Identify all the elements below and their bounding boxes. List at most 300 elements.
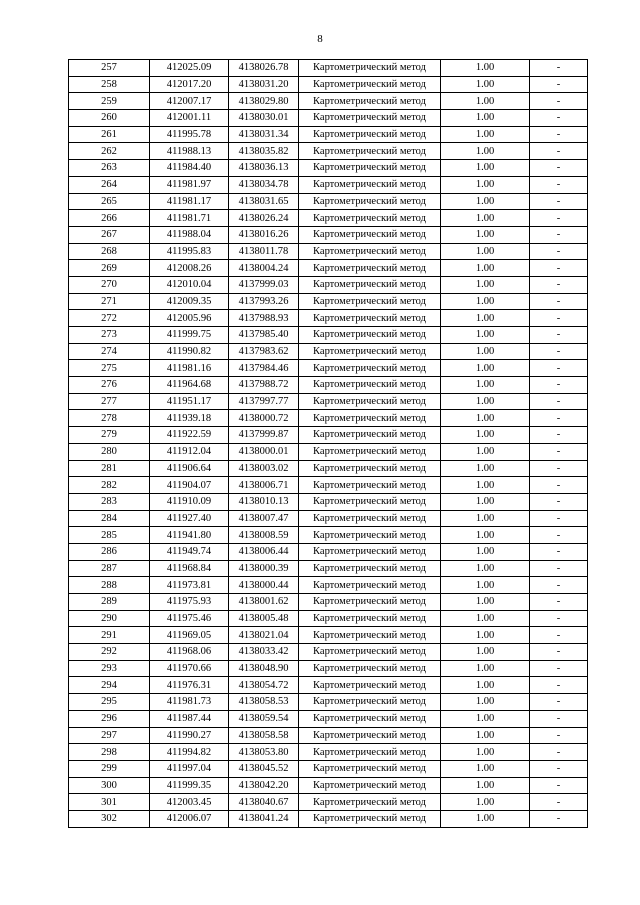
accuracy-cell: 1.00 [441, 610, 530, 627]
x-coordinate-cell: 411987.44 [150, 710, 229, 727]
method-cell: Картометрический метод [299, 744, 441, 761]
x-coordinate-cell: 412006.07 [150, 810, 229, 827]
x-coordinate-cell: 412009.35 [150, 293, 229, 310]
page-number: 8 [317, 33, 323, 45]
point-number-cell: 267 [69, 226, 150, 243]
x-coordinate-cell: 411997.04 [150, 760, 229, 777]
description-cell: - [530, 810, 588, 827]
x-coordinate-cell: 411981.73 [150, 694, 229, 711]
description-cell: - [530, 694, 588, 711]
point-number-cell: 273 [69, 327, 150, 344]
method-cell: Картометрический метод [299, 660, 441, 677]
table-row [69, 276, 588, 293]
table-row [69, 460, 588, 477]
method-cell: Картометрический метод [299, 310, 441, 327]
accuracy-cell: 1.00 [441, 777, 530, 794]
table-row [69, 160, 588, 177]
x-coordinate-cell: 411941.80 [150, 527, 229, 544]
method-cell: Картометрический метод [299, 493, 441, 510]
x-coordinate-cell: 411922.59 [150, 427, 229, 444]
x-coordinate-cell: 411981.17 [150, 193, 229, 210]
accuracy-cell: 1.00 [441, 627, 530, 644]
accuracy-cell: 1.00 [441, 527, 530, 544]
y-coordinate-cell: 4138007.47 [229, 510, 299, 527]
y-coordinate-cell: 4138010.13 [229, 493, 299, 510]
point-number-cell: 295 [69, 694, 150, 711]
x-coordinate-cell: 412025.09 [150, 60, 229, 77]
accuracy-cell: 1.00 [441, 427, 530, 444]
table-row [69, 794, 588, 811]
x-coordinate-cell: 411906.64 [150, 460, 229, 477]
method-cell: Картометрический метод [299, 794, 441, 811]
y-coordinate-cell: 4138059.54 [229, 710, 299, 727]
method-cell: Картометрический метод [299, 810, 441, 827]
accuracy-cell: 1.00 [441, 744, 530, 761]
y-coordinate-cell: 4138033.42 [229, 644, 299, 661]
description-cell: - [530, 577, 588, 594]
point-number-cell: 265 [69, 193, 150, 210]
x-coordinate-cell: 411981.16 [150, 360, 229, 377]
y-coordinate-cell: 4138053.80 [229, 744, 299, 761]
x-coordinate-cell: 411904.07 [150, 477, 229, 494]
method-cell: Картометрический метод [299, 210, 441, 227]
description-cell: - [530, 527, 588, 544]
method-cell: Картометрический метод [299, 327, 441, 344]
description-cell: - [530, 293, 588, 310]
x-coordinate-cell: 411995.78 [150, 126, 229, 143]
y-coordinate-cell: 4138058.53 [229, 694, 299, 711]
table-row [69, 360, 588, 377]
point-number-cell: 289 [69, 594, 150, 611]
description-cell: - [530, 460, 588, 477]
accuracy-cell: 1.00 [441, 510, 530, 527]
table-row [69, 393, 588, 410]
point-number-cell: 284 [69, 510, 150, 527]
y-coordinate-cell: 4138042.20 [229, 777, 299, 794]
description-cell: - [530, 610, 588, 627]
method-cell: Картометрический метод [299, 93, 441, 110]
accuracy-cell: 1.00 [441, 794, 530, 811]
accuracy-cell: 1.00 [441, 710, 530, 727]
accuracy-cell: 1.00 [441, 327, 530, 344]
table-row [69, 660, 588, 677]
x-coordinate-cell: 412003.45 [150, 794, 229, 811]
method-cell: Картометрический метод [299, 777, 441, 794]
description-cell: - [530, 794, 588, 811]
description-cell: - [530, 276, 588, 293]
y-coordinate-cell: 4138041.24 [229, 810, 299, 827]
y-coordinate-cell: 4138004.24 [229, 260, 299, 277]
point-number-cell: 302 [69, 810, 150, 827]
accuracy-cell: 1.00 [441, 727, 530, 744]
method-cell: Картометрический метод [299, 60, 441, 77]
accuracy-cell: 1.00 [441, 293, 530, 310]
point-number-cell: 263 [69, 160, 150, 177]
y-coordinate-cell: 4138003.02 [229, 460, 299, 477]
coordinates-table [68, 59, 588, 828]
y-coordinate-cell: 4138026.24 [229, 210, 299, 227]
y-coordinate-cell: 4138000.72 [229, 410, 299, 427]
description-cell: - [530, 677, 588, 694]
point-number-cell: 290 [69, 610, 150, 627]
table-row [69, 727, 588, 744]
method-cell: Картометрический метод [299, 343, 441, 360]
accuracy-cell: 1.00 [441, 644, 530, 661]
x-coordinate-cell: 411981.97 [150, 176, 229, 193]
x-coordinate-cell: 411964.68 [150, 377, 229, 394]
x-coordinate-cell: 412008.26 [150, 260, 229, 277]
description-cell: - [530, 510, 588, 527]
description-cell: - [530, 727, 588, 744]
point-number-cell: 287 [69, 560, 150, 577]
y-coordinate-cell: 4138016.26 [229, 226, 299, 243]
table-row [69, 293, 588, 310]
description-cell: - [530, 260, 588, 277]
y-coordinate-cell: 4138001.62 [229, 594, 299, 611]
description-cell: - [530, 427, 588, 444]
method-cell: Картометрический метод [299, 226, 441, 243]
x-coordinate-cell: 412001.11 [150, 110, 229, 127]
x-coordinate-cell: 411999.75 [150, 327, 229, 344]
point-number-cell: 278 [69, 410, 150, 427]
accuracy-cell: 1.00 [441, 160, 530, 177]
point-number-cell: 285 [69, 527, 150, 544]
y-coordinate-cell: 4137985.40 [229, 327, 299, 344]
y-coordinate-cell: 4137997.77 [229, 393, 299, 410]
accuracy-cell: 1.00 [441, 393, 530, 410]
y-coordinate-cell: 4138026.78 [229, 60, 299, 77]
point-number-cell: 291 [69, 627, 150, 644]
description-cell: - [530, 477, 588, 494]
point-number-cell: 259 [69, 93, 150, 110]
description-cell: - [530, 543, 588, 560]
description-cell: - [530, 110, 588, 127]
point-number-cell: 279 [69, 427, 150, 444]
point-number-cell: 275 [69, 360, 150, 377]
method-cell: Картометрический метод [299, 176, 441, 193]
description-cell: - [530, 644, 588, 661]
point-number-cell: 299 [69, 760, 150, 777]
accuracy-cell: 1.00 [441, 543, 530, 560]
method-cell: Картометрический метод [299, 477, 441, 494]
point-number-cell: 266 [69, 210, 150, 227]
point-number-cell: 260 [69, 110, 150, 127]
table-row [69, 527, 588, 544]
accuracy-cell: 1.00 [441, 226, 530, 243]
point-number-cell: 277 [69, 393, 150, 410]
table-row [69, 594, 588, 611]
accuracy-cell: 1.00 [441, 594, 530, 611]
point-number-cell: 296 [69, 710, 150, 727]
method-cell: Картометрический метод [299, 677, 441, 694]
y-coordinate-cell: 4138036.13 [229, 160, 299, 177]
description-cell: - [530, 377, 588, 394]
table-row [69, 193, 588, 210]
y-coordinate-cell: 4137984.46 [229, 360, 299, 377]
table-row [69, 644, 588, 661]
method-cell: Картометрический метод [299, 160, 441, 177]
accuracy-cell: 1.00 [441, 110, 530, 127]
description-cell: - [530, 210, 588, 227]
method-cell: Картометрический метод [299, 577, 441, 594]
table-row [69, 694, 588, 711]
table-row [69, 710, 588, 727]
method-cell: Картометрический метод [299, 644, 441, 661]
y-coordinate-cell: 4137993.26 [229, 293, 299, 310]
y-coordinate-cell: 4138006.71 [229, 477, 299, 494]
table-row [69, 493, 588, 510]
y-coordinate-cell: 4138029.80 [229, 93, 299, 110]
accuracy-cell: 1.00 [441, 193, 530, 210]
accuracy-cell: 1.00 [441, 660, 530, 677]
point-number-cell: 274 [69, 343, 150, 360]
method-cell: Картометрический метод [299, 427, 441, 444]
description-cell: - [530, 760, 588, 777]
table-row [69, 260, 588, 277]
point-number-cell: 257 [69, 60, 150, 77]
method-cell: Картометрический метод [299, 543, 441, 560]
y-coordinate-cell: 4137988.93 [229, 310, 299, 327]
method-cell: Картометрический метод [299, 143, 441, 160]
accuracy-cell: 1.00 [441, 343, 530, 360]
x-coordinate-cell: 411995.83 [150, 243, 229, 260]
table-row [69, 427, 588, 444]
table-row [69, 327, 588, 344]
point-number-cell: 271 [69, 293, 150, 310]
accuracy-cell: 1.00 [441, 760, 530, 777]
description-cell: - [530, 560, 588, 577]
table-row [69, 477, 588, 494]
point-number-cell: 283 [69, 493, 150, 510]
description-cell: - [530, 160, 588, 177]
y-coordinate-cell: 4137999.87 [229, 427, 299, 444]
y-coordinate-cell: 4138040.67 [229, 794, 299, 811]
x-coordinate-cell: 411975.46 [150, 610, 229, 627]
point-number-cell: 297 [69, 727, 150, 744]
x-coordinate-cell: 412005.96 [150, 310, 229, 327]
description-cell: - [530, 744, 588, 761]
point-number-cell: 268 [69, 243, 150, 260]
accuracy-cell: 1.00 [441, 143, 530, 160]
table-row [69, 410, 588, 427]
x-coordinate-cell: 411988.04 [150, 226, 229, 243]
x-coordinate-cell: 411999.35 [150, 777, 229, 794]
y-coordinate-cell: 4138000.39 [229, 560, 299, 577]
y-coordinate-cell: 4138006.44 [229, 543, 299, 560]
table-row [69, 126, 588, 143]
accuracy-cell: 1.00 [441, 93, 530, 110]
y-coordinate-cell: 4138031.34 [229, 126, 299, 143]
x-coordinate-cell: 411973.81 [150, 577, 229, 594]
method-cell: Картометрический метод [299, 694, 441, 711]
x-coordinate-cell: 411949.74 [150, 543, 229, 560]
x-coordinate-cell: 411990.27 [150, 727, 229, 744]
table-row [69, 343, 588, 360]
y-coordinate-cell: 4137988.72 [229, 377, 299, 394]
accuracy-cell: 1.00 [441, 76, 530, 93]
accuracy-cell: 1.00 [441, 677, 530, 694]
method-cell: Картометрический метод [299, 193, 441, 210]
point-number-cell: 269 [69, 260, 150, 277]
method-cell: Картометрический метод [299, 76, 441, 93]
method-cell: Картометрический метод [299, 627, 441, 644]
y-coordinate-cell: 4138034.78 [229, 176, 299, 193]
point-number-cell: 270 [69, 276, 150, 293]
table-row [69, 510, 588, 527]
accuracy-cell: 1.00 [441, 477, 530, 494]
x-coordinate-cell: 411968.84 [150, 560, 229, 577]
point-number-cell: 258 [69, 76, 150, 93]
accuracy-cell: 1.00 [441, 276, 530, 293]
description-cell: - [530, 126, 588, 143]
point-number-cell: 300 [69, 777, 150, 794]
description-cell: - [530, 360, 588, 377]
description-cell: - [530, 343, 588, 360]
x-coordinate-cell: 412007.17 [150, 93, 229, 110]
point-number-cell: 301 [69, 794, 150, 811]
method-cell: Картометрический метод [299, 110, 441, 127]
accuracy-cell: 1.00 [441, 60, 530, 77]
y-coordinate-cell: 4138030.01 [229, 110, 299, 127]
description-cell: - [530, 76, 588, 93]
coordinates-table-body [69, 60, 588, 828]
description-cell: - [530, 93, 588, 110]
description-cell: - [530, 710, 588, 727]
table-row [69, 110, 588, 127]
description-cell: - [530, 327, 588, 344]
description-cell: - [530, 310, 588, 327]
method-cell: Картометрический метод [299, 377, 441, 394]
method-cell: Картометрический метод [299, 260, 441, 277]
description-cell: - [530, 243, 588, 260]
method-cell: Картометрический метод [299, 594, 441, 611]
table-row [69, 777, 588, 794]
x-coordinate-cell: 412010.04 [150, 276, 229, 293]
accuracy-cell: 1.00 [441, 260, 530, 277]
method-cell: Картометрический метод [299, 293, 441, 310]
method-cell: Картометрический метод [299, 460, 441, 477]
method-cell: Картометрический метод [299, 710, 441, 727]
accuracy-cell: 1.00 [441, 210, 530, 227]
x-coordinate-cell: 411970.66 [150, 660, 229, 677]
table-row [69, 577, 588, 594]
y-coordinate-cell: 4138045.52 [229, 760, 299, 777]
point-number-cell: 292 [69, 644, 150, 661]
table-row [69, 810, 588, 827]
point-number-cell: 262 [69, 143, 150, 160]
y-coordinate-cell: 4138011.78 [229, 243, 299, 260]
x-coordinate-cell: 411976.31 [150, 677, 229, 694]
description-cell: - [530, 777, 588, 794]
point-number-cell: 261 [69, 126, 150, 143]
accuracy-cell: 1.00 [441, 460, 530, 477]
x-coordinate-cell: 411975.93 [150, 594, 229, 611]
method-cell: Картометрический метод [299, 393, 441, 410]
y-coordinate-cell: 4138000.01 [229, 443, 299, 460]
accuracy-cell: 1.00 [441, 360, 530, 377]
accuracy-cell: 1.00 [441, 694, 530, 711]
table-row [69, 627, 588, 644]
method-cell: Картометрический метод [299, 610, 441, 627]
accuracy-cell: 1.00 [441, 493, 530, 510]
accuracy-cell: 1.00 [441, 577, 530, 594]
table-row [69, 76, 588, 93]
table-row [69, 243, 588, 260]
description-cell: - [530, 660, 588, 677]
table-row [69, 226, 588, 243]
method-cell: Картометрический метод [299, 276, 441, 293]
point-number-cell: 298 [69, 744, 150, 761]
point-number-cell: 272 [69, 310, 150, 327]
y-coordinate-cell: 4138000.44 [229, 577, 299, 594]
point-number-cell: 264 [69, 176, 150, 193]
method-cell: Картометрический метод [299, 360, 441, 377]
table-row [69, 443, 588, 460]
method-cell: Картометрический метод [299, 510, 441, 527]
x-coordinate-cell: 411969.05 [150, 627, 229, 644]
y-coordinate-cell: 4138031.65 [229, 193, 299, 210]
description-cell: - [530, 594, 588, 611]
x-coordinate-cell: 411990.82 [150, 343, 229, 360]
method-cell: Картометрический метод [299, 760, 441, 777]
method-cell: Картометрический метод [299, 410, 441, 427]
point-number-cell: 280 [69, 443, 150, 460]
point-number-cell: 294 [69, 677, 150, 694]
y-coordinate-cell: 4138005.48 [229, 610, 299, 627]
accuracy-cell: 1.00 [441, 810, 530, 827]
x-coordinate-cell: 411951.17 [150, 393, 229, 410]
x-coordinate-cell: 411912.04 [150, 443, 229, 460]
description-cell: - [530, 627, 588, 644]
table-row [69, 93, 588, 110]
method-cell: Картометрический метод [299, 727, 441, 744]
x-coordinate-cell: 412017.20 [150, 76, 229, 93]
table-row [69, 310, 588, 327]
table-row [69, 744, 588, 761]
y-coordinate-cell: 4138054.72 [229, 677, 299, 694]
y-coordinate-cell: 4138021.04 [229, 627, 299, 644]
description-cell: - [530, 193, 588, 210]
description-cell: - [530, 60, 588, 77]
method-cell: Картометрический метод [299, 243, 441, 260]
x-coordinate-cell: 411981.71 [150, 210, 229, 227]
x-coordinate-cell: 411984.40 [150, 160, 229, 177]
method-cell: Картометрический метод [299, 527, 441, 544]
point-number-cell: 288 [69, 577, 150, 594]
y-coordinate-cell: 4137983.62 [229, 343, 299, 360]
accuracy-cell: 1.00 [441, 560, 530, 577]
table-row [69, 176, 588, 193]
accuracy-cell: 1.00 [441, 377, 530, 394]
table-row [69, 60, 588, 77]
point-number-cell: 282 [69, 477, 150, 494]
description-cell: - [530, 493, 588, 510]
point-number-cell: 286 [69, 543, 150, 560]
accuracy-cell: 1.00 [441, 310, 530, 327]
table-row [69, 543, 588, 560]
accuracy-cell: 1.00 [441, 443, 530, 460]
table-row [69, 560, 588, 577]
method-cell: Картометрический метод [299, 126, 441, 143]
y-coordinate-cell: 4138008.59 [229, 527, 299, 544]
y-coordinate-cell: 4138035.82 [229, 143, 299, 160]
table-row [69, 760, 588, 777]
x-coordinate-cell: 411994.82 [150, 744, 229, 761]
table-row [69, 143, 588, 160]
point-number-cell: 276 [69, 377, 150, 394]
description-cell: - [530, 410, 588, 427]
x-coordinate-cell: 411910.09 [150, 493, 229, 510]
